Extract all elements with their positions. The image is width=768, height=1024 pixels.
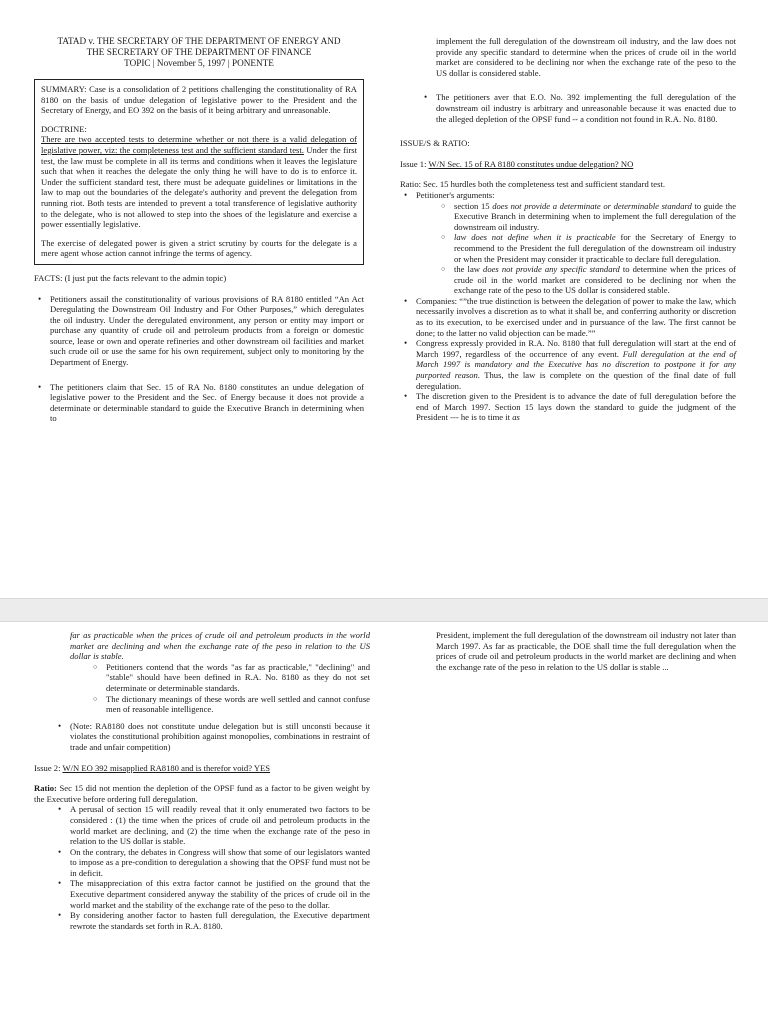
quoted-provision: President, implement the full deregulation of the downstream oil industry not later than March 1997. As far as practicable, the DOE shall time the full deregulation when the prices of crude oil and petroleum products in the world market are declining and when the exchange rate of the peso in relation to the US dollar is stable ...: [436, 630, 736, 672]
bottom-right-column: [436, 630, 736, 672]
ratio-2: [34, 783, 370, 804]
arguments-label: Petitioner's arguments:: [416, 189, 495, 200]
congress-italic: Full deregulation at the end of March 1997 is mandatory and the Executive has no discretion to postpone it for any purported reason.: [416, 348, 736, 381]
page-separator: [0, 598, 768, 622]
discretion-continued: far as practicable when the prices of crude oil and petroleum products in the world market are declining and when the exchange rate of the peso in relation to the US dollar is stable.: [70, 630, 370, 662]
ratio-2-label: Ratio:: [34, 783, 57, 794]
issue-2-label: Issue 2:: [34, 762, 63, 773]
argument-2: [438, 232, 736, 264]
bottom-left-column: [34, 630, 370, 931]
practicable-sublist: [34, 662, 370, 715]
discretion-bullet: [400, 391, 736, 423]
ratio-2-text: Sec 15 did not mention the depletion of the OPSF fund as a factor to be given weight by the Executive before ordering full deregulation.: [34, 783, 370, 804]
petitioner-arguments: [400, 190, 736, 296]
congress-b: Thus, the law is complete on the question of the final date of full deregulation.: [416, 370, 737, 391]
ratio-2-bullet-4: • By considering another factor to hasten full deregulation, the Executive department rewrote the standards set forth in R.A. 8180.: [54, 910, 370, 931]
facts-bullet-2: • The petitioners claim that Sec. 15 of RA No. 8180 constitutes an undue delegation of legislative power to the President and the Sec. of Energy because it does not provide a determinate or determinable standard to guide the Executive Branch in determining when to: [34, 382, 364, 424]
argument-1-a: section 15: [454, 200, 493, 211]
issue-1-label: Issue 1:: [400, 158, 429, 169]
summary-text: SUMMARY: Case is a consolidation of 2 petitions challenging the constitutionality of RA 8180 on the basis of undue delegation of legislative power to the President and the Secretary of Energy, and EO 392 on the basis of it being arbitrary and unreasonable.: [41, 84, 357, 116]
issues-heading: ISSUE/S & RATIO:: [400, 138, 470, 149]
top-right-column: [400, 36, 736, 423]
ratio-1: Ratio: Sec. 15 hurdles both the completeness test and sufficient standard test.: [400, 179, 665, 190]
topic-line: TOPIC | November 5, 1997 | PONENTE: [124, 58, 274, 68]
top-left-column: [34, 36, 364, 424]
sub-point-1: ○ Petitioners contend that the words "as far as practicable," "declining" and "stable" should have been defined in R.A. No. 8180 as they do not set determinate or determinable standards.: [90, 662, 370, 694]
note-bullet: • (Note: RA8180 does not constitute undue delegation but is still unconsti because it violates the constitutional prohibition against monopolies, combinations in restraint of trade and unfair competition): [54, 721, 370, 753]
facts-list: [34, 294, 364, 425]
argument-3: [438, 264, 736, 296]
note-list: [34, 721, 370, 753]
arguments-sublist: [416, 201, 736, 296]
ratio-2-bullet-1: • A perusal of section 15 will readily reveal that it only enumerated two factors to be considered : (1) the time when the prices of crude oil and petroleum products in the world market are declining, and (2) the time when the exchange rate of the peso in relation to the US dollar is stable.: [54, 804, 370, 846]
congress-bullet: [400, 338, 736, 391]
ratio-2-bullet-3: • The misappreciation of this extra factor cannot be justified on the ground that the Executive department considered anyway the stability of the prices of crude oil in the world market and the stability of the exchange rate of the peso to the dollar.: [54, 878, 370, 910]
issue-2-text: W/N EO 392 misapplied RA8180 and is therefor void? YES: [62, 762, 271, 773]
congress-a: Congress expressly provided in R.A. No. 8180 that full deregulation will start at the end of March 1997, regardless of the occurrence of any event.: [416, 338, 736, 359]
discretion-italic: as: [512, 412, 520, 423]
argument-2-italic: law does not define when it is practicable: [454, 232, 616, 243]
summary-box: [34, 79, 364, 265]
issue-1-text: W/N Sec. 15 of RA 8180 constitutes undue delegation? NO: [428, 158, 634, 169]
argument-2-b: for the Secretary of Energy to recommend to the President the full deregulation of the downstream oil industry or when the President may consider it practicable to declare full deregulation.: [454, 232, 736, 264]
argument-3-a: the law: [454, 264, 484, 275]
facts-bullet-3: • The petitioners aver that E.O. No. 392 implementing the full deregulation of the downstream oil industry is arbitrary and unreasonable because it was enacted due to the alleged depletion of the OPSF fund -- a condition not found in R.A. No. 8180.: [420, 92, 736, 124]
argument-1-italic: does not provide a determinate or determinable standard: [492, 200, 692, 211]
ratio-2-list: [34, 804, 370, 931]
argument-3-b: to determine when the prices of crude oil in the world market are considered to be declining nor when the exchange rate of the peso to the US dollar is considered stable.: [454, 264, 736, 296]
sub-point-2: ○ The dictionary meanings of these words are well settled and cannot confuse men of reasonable intelligence.: [90, 694, 370, 715]
ratio-1-list: [400, 190, 736, 423]
doctrine-rest: Under the first test, the law must be complete in all its terms and conditions when it leaves the legislature such that when it reaches the delegate the only thing he will have to do is to enforce it. Under the sufficient standard test, there must be adequate guidelines or limitations in the law to map out the boundaries of the delegate's authority and prevent the delegation from running riot. Both tests are intended to prevent a total transference of legislative authority to the delegate, who is not allowed to step into the shoes of the legislature and exercise a power essentially legislative.: [41, 144, 357, 230]
doctrine-label: DOCTRINE:: [41, 123, 87, 134]
doctrine-text: [41, 134, 357, 229]
case-title-line1: TATAD v. THE SECRETARY OF THE DEPARTMENT OF ENERGY AND: [57, 36, 341, 46]
argument-3-italic: does not provide any specific standard: [483, 264, 620, 275]
facts-list-continued: [400, 92, 736, 124]
doctrine-para2: The exercise of delegated power is given a strict scrutiny by courts for the delegate is a mere agent whose action cannot infringe the terms of agency.: [41, 237, 357, 259]
issue-2: [34, 763, 370, 774]
argument-1: [438, 201, 736, 233]
case-title: [34, 36, 364, 69]
argument-1-b: to guide the Executive Branch in determining when to implement the full deregulation of the downstream oil industry.: [454, 200, 737, 232]
facts-bullet-1: • Petitioners assail the constitutionality of various provisions of RA 8180 entitled “An Act Deregulating the Downstream Oil Industry and For Other Purposes,” which deregulates the oil industry. Under the deregulated environment, any person or entity may import or purchase any quantity of crude oil and petroleum products from a foreign or domestic source, lease or own and operate refineries and other downstream oil facilities and market such crude oil or use the same for his own requirement, subject only to monitoring by the Department of Energy.: [34, 294, 364, 368]
companies-bullet: • Companies: “”the true distinction is between the delegation of power to make the law, which necessarily involves a discretion as to what it shall be, and conferring authority or discretion as to its execution, to be exercised under and in pursuance of the law. The first cannot be done; to the latter no valid objection can be made.””: [400, 296, 736, 338]
ratio-2-bullet-2: • On the contrary, the debates in Congress will show that some of our legislators wanted to impose as a pre-condition to deregulation a showing that the OPSF fund must not be in deficit.: [54, 847, 370, 879]
doctrine-underlined: There are two accepted tests to determine whether or not there is a valid delegation of legislative power, viz: the completeness test and the sufficient standard test.: [41, 134, 357, 155]
issue-1: [400, 159, 736, 170]
discretion-a: The discretion given to the President is to advance the date of full deregulation before the end of March 1997. Section 15 lays down the standard to guide the judgment of the President --- he is to time it: [416, 391, 736, 423]
facts-heading: FACTS: (I just put the facts relevant to the admin topic): [34, 272, 227, 283]
facts-continued: implement the full deregulation of the downstream oil industry, and the law does not provide any specific standard to determine when the prices of crude oil in the world market are considered to be declining nor when the exchange rate of the peso to the US dollar is considered stable.: [436, 36, 736, 78]
case-title-line2: THE SECRETARY OF THE DEPARTMENT OF FINANCE: [86, 47, 312, 57]
